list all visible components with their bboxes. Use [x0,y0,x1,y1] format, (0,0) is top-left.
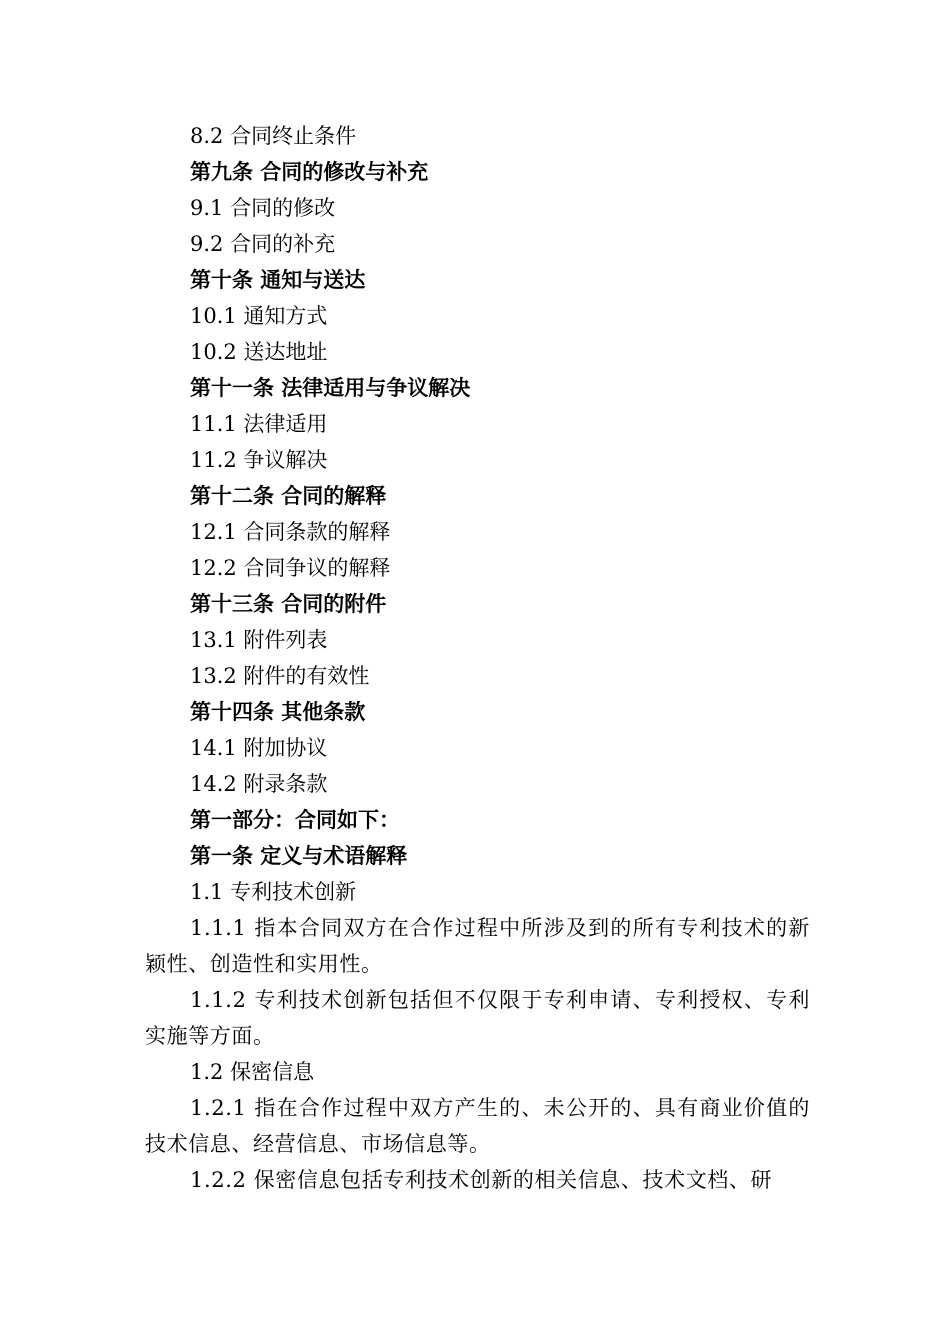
article-heading: 第十一条 法律适用与争议解决 [190,376,471,400]
clause-item: 12.1 合同条款的解释 [190,520,391,544]
document-body [145,118,810,1198]
clause-item: 9.2 合同的补充 [190,232,336,256]
clause-item: 1.1 专利技术创新 [190,880,357,904]
clause-item: 13.1 附件列表 [190,628,328,652]
clause-paragraph: 1.2.1 指在合作过程中双方产生的、未公开的、具有商业价值的技术信息、经营信息、市场信息等。 [145,1096,810,1156]
clause-item: 1.2 保密信息 [190,1060,315,1084]
clause-item: 11.2 争议解决 [190,448,328,472]
clause-item: 13.2 附件的有效性 [190,664,370,688]
clause-item: 10.2 送达地址 [190,340,328,364]
clause-paragraph: 1.1.2 专利技术创新包括但不仅限于专利申请、专利授权、专利实施等方面。 [145,988,810,1048]
article-heading: 第九条 合同的修改与补充 [190,160,429,184]
article-heading: 第十条 通知与送达 [190,268,366,292]
clause-item: 9.1 合同的修改 [190,196,336,220]
clause-paragraph: 1.1.1 指本合同双方在合作过程中所涉及到的所有专利技术的新颖性、创造性和实用性。 [145,916,810,976]
clause-item: 14.1 附加协议 [190,736,328,760]
clause-item: 8.2 合同终止条件 [190,124,357,148]
article-heading: 第一条 定义与术语解释 [190,844,408,868]
clause-item: 12.2 合同争议的解释 [190,556,391,580]
article-heading: 第十四条 其他条款 [190,700,366,724]
clause-item: 14.2 附录条款 [190,772,328,796]
clause-item: 10.1 通知方式 [190,304,328,328]
part-heading: 第一部分：合同如下： [190,808,400,832]
clause-paragraph: 1.2.2 保密信息包括专利技术创新的相关信息、技术文档、研 [190,1168,773,1192]
clause-item: 11.1 法律适用 [190,412,328,436]
article-heading: 第十三条 合同的附件 [190,592,387,616]
article-heading: 第十二条 合同的解释 [190,484,387,508]
